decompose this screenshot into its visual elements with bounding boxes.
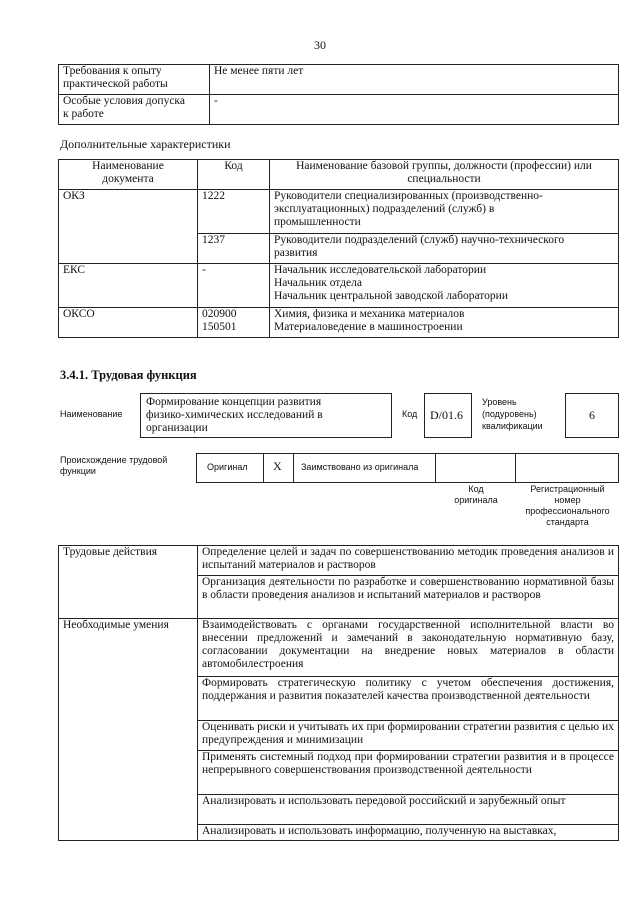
divider [435,454,436,482]
okz-doc: ОКЗ [59,190,198,264]
original-label: Оригинал [207,462,248,472]
function-heading: 3.4.1. Трудовая функция [60,368,197,382]
eks-code: - [198,264,270,308]
okz-code-1: 1222 [198,190,270,234]
header-doc: Наименование документа [59,160,198,190]
original-mark: X [273,459,282,473]
skill-item: Взаимодействовать с органами государственной исполнительной власти во внесении предложений и замечаний в законодательную нормативную базу, согласовании документации на внедрение новых материалов в области автомобилестроения [198,619,619,677]
function-code-box: D/01.6 [424,393,472,438]
okso-doc: ОКСО [59,308,198,338]
additional-table [58,159,619,338]
function-name-box: Формирование концепции развития физико-химических исследований в организации [140,393,392,438]
additional-title: Дополнительные характеристики [60,137,231,151]
divider [515,454,516,482]
table-row [59,546,619,576]
code-original-caption: Код оригинала [454,484,498,505]
eks-doc: ЕКС [59,264,198,308]
skill-item: Анализировать и использовать информацию, полученную на выставках, [198,825,619,841]
origin-row [196,453,619,483]
header-name: Наименование базовой группы, должности (профессии) или специальности [270,160,619,190]
table-row [59,264,619,308]
admission-label: Особые условия допуска к работе [59,95,210,125]
page-number: 30 [314,38,326,52]
skill-item: Оценивать риски и учитывать их при формировании стратегии развития с целью их предупреждения и минимизации [198,721,619,751]
code-label: Код [402,409,418,419]
experience-label: Требования к опыту практической работы [59,65,210,95]
skill-item: Формировать стратегическую политику с учетом обеспечения достижения, поддержания и развития показателей качества производственной деятельности [198,677,619,721]
experience-value: Не менее пяти лет [210,65,619,95]
level-label: Уровень (подуровень) квалификации [482,397,543,431]
divider [293,454,294,482]
table-row [59,308,619,338]
reg-number-caption: Регистрационный номер профессионального стандарта [525,484,610,527]
origin-label: Происхождение трудовой функции [60,455,168,476]
table-row [59,619,619,677]
table-header-row [59,160,619,190]
requirements-table [58,64,619,125]
eks-name: Начальник исследовательской лаборатории Начальник отдела Начальник центральной заводской лаборатории [270,264,619,308]
okz-name-2: Руководители подразделений (служб) научно-технического развития [270,234,619,264]
header-code: Код [198,160,270,190]
skills-label: Необходимые умения [59,619,198,841]
table-row [59,190,619,234]
okz-name-1: Руководители специализированных (производственно- эксплуатационных) подразделений (служб) в промышленности [270,190,619,234]
action-item: Организация деятельности по разработке и совершенствованию нормативной базы в области проведения анализов и испытаний материалов и растворов [198,576,619,619]
work-functions-table [58,545,619,841]
table-row [59,95,619,125]
action-item: Определение целей и задач по совершенствованию методик проведения анализов и испытаний материалов и растворов [198,546,619,576]
divider [263,454,264,482]
level-value-box: 6 [565,393,619,438]
borrowed-label: Заимствовано из оригинала [301,462,419,472]
okso-name: Химия, физика и механика материалов Материаловедение в машиностроении [270,308,619,338]
okz-code-2: 1237 [198,234,270,264]
name-label: Наименование [60,409,123,419]
table-row [59,65,619,95]
admission-value: - [210,95,619,125]
okso-code: 020900 150501 [198,308,270,338]
skill-item: Анализировать и использовать передовой российский и зарубежный опыт [198,795,619,825]
actions-label: Трудовые действия [59,546,198,619]
skill-item: Применять системный подход при формировании стратегии развития и в процессе непрерывного совершенствования производственной деятельности [198,751,619,795]
